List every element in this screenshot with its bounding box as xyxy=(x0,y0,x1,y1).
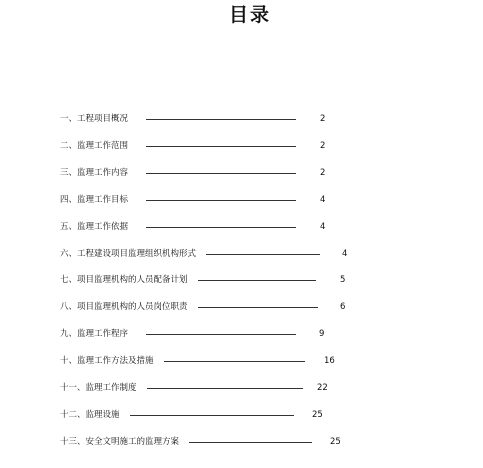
toc-entry-label: 九、监理工作程序 xyxy=(60,329,129,340)
toc-entry-label: 七、项目监理机构的人员配备计划 xyxy=(60,275,188,286)
toc-entry-page-number: 22 xyxy=(317,383,328,393)
toc-entry-label: 一、工程项目概况 xyxy=(60,114,129,124)
toc-entry-page-number: 4 xyxy=(320,194,326,205)
toc-entry-page-number: 4 xyxy=(320,221,326,232)
toc-leader-line xyxy=(146,334,296,335)
toc-leader-line xyxy=(164,361,305,362)
toc-entry-page-number: 6 xyxy=(340,302,346,313)
toc-leader-line xyxy=(147,388,303,389)
toc-entry-label: 五、监理工作依据 xyxy=(60,221,129,232)
toc-entry-page-number: 9 xyxy=(319,329,325,340)
toc-leader-line xyxy=(146,227,296,228)
toc-leader-line xyxy=(146,200,296,201)
toc-leader-line xyxy=(146,146,296,147)
toc-entry-page-number: 25 xyxy=(330,436,341,447)
toc-entry-label: 十三、安全文明施工的监理方案 xyxy=(60,436,180,447)
toc-entry-page-number: 16 xyxy=(324,356,335,367)
toc-entry-label: 二、监理工作范围 xyxy=(60,140,129,151)
toc-leader-line xyxy=(198,280,316,281)
toc-leader-line xyxy=(189,442,312,443)
toc-entry-page-number: 5 xyxy=(340,275,346,286)
page-title: 目录 xyxy=(228,4,271,26)
toc-leader-line xyxy=(130,415,294,416)
toc-entry-label: 十一、监理工作制度 xyxy=(60,383,137,393)
toc-leader-line xyxy=(198,307,318,308)
toc-entry-label: 十二、监理设施 xyxy=(60,409,120,420)
toc-entry-label: 八、项目监理机构的人员岗位职责 xyxy=(60,302,188,313)
toc-leader-line xyxy=(146,173,296,174)
toc-entry-label: 四、监理工作目标 xyxy=(60,194,129,205)
toc-leader-line xyxy=(206,254,320,255)
toc-entry-page-number: 2 xyxy=(320,167,326,178)
toc-entry-page-number: 2 xyxy=(320,114,326,124)
toc-entry-label: 十、监理工作方法及措施 xyxy=(60,356,154,367)
toc-entry-page-number: 2 xyxy=(320,140,326,151)
toc-leader-line xyxy=(146,119,296,120)
toc-entry-page-number: 4 xyxy=(342,248,348,259)
toc-entry-page-number: 25 xyxy=(312,409,323,420)
toc-entry-label: 三、监理工作内容 xyxy=(60,167,129,178)
toc-entry-label: 六、工程建设项目监理组织机构形式 xyxy=(60,248,197,259)
